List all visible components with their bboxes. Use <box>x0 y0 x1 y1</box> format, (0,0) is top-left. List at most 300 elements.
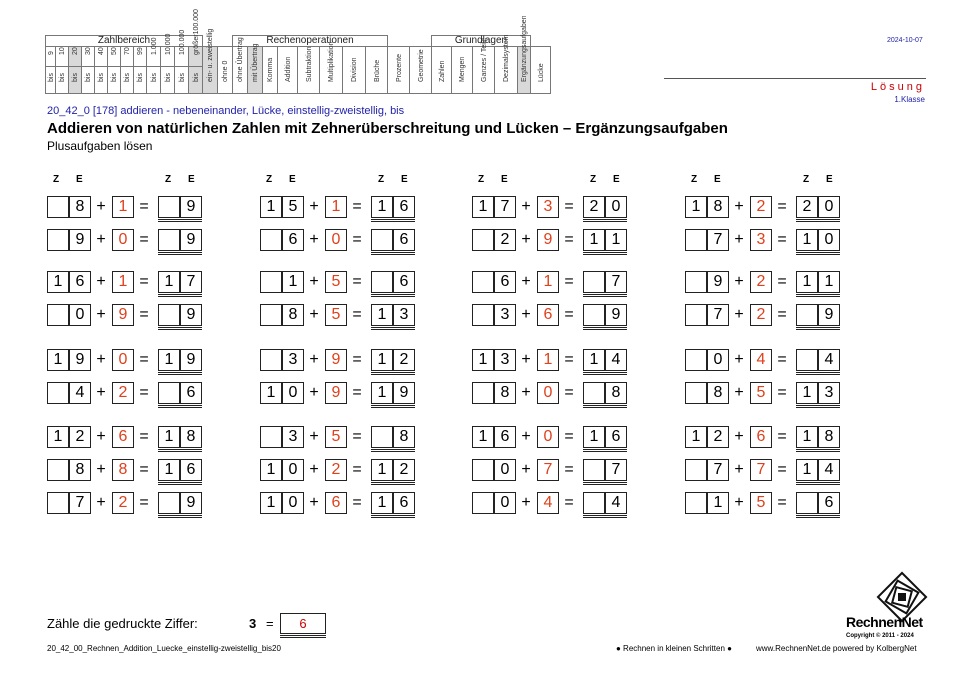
ones-box: 3 <box>282 426 304 448</box>
equation-row <box>260 196 460 218</box>
result-ones-box: 6 <box>180 459 202 481</box>
ze-header-z: Z <box>803 174 810 185</box>
plus-sign: + <box>309 384 319 401</box>
plus-sign: + <box>734 384 744 401</box>
result-double-underline <box>371 327 415 330</box>
header-col-9: Brüche <box>366 47 388 94</box>
zahlbereich-num-10: 100.000 <box>175 47 189 67</box>
ones-box: 8 <box>707 382 729 404</box>
ones-box: 2 <box>69 426 91 448</box>
plus-sign: + <box>734 428 744 445</box>
plus-sign: + <box>96 461 106 478</box>
result-double-underline <box>371 252 415 255</box>
plus-sign: + <box>309 461 319 478</box>
result-double-underline <box>796 252 840 255</box>
equals-sign: = <box>352 384 362 401</box>
zahlbereich-num-4: 40 <box>95 47 108 67</box>
ones-box: 0 <box>494 459 516 481</box>
result-tens-box <box>796 349 818 371</box>
plus-sign: + <box>521 461 531 478</box>
ones-box: 8 <box>69 459 91 481</box>
addend-box[interactable]: 4 <box>537 492 559 514</box>
plus-sign: + <box>734 351 744 368</box>
zahlbereich-bis-1: bis <box>56 67 69 94</box>
tens-box: 1 <box>260 492 282 514</box>
result-double-underline <box>796 294 840 297</box>
addend-box[interactable]: 2 <box>325 459 347 481</box>
equation-row <box>47 382 247 404</box>
plus-sign: + <box>521 351 531 368</box>
addend-box[interactable]: 2 <box>750 196 772 218</box>
ze-header-z: Z <box>266 174 273 185</box>
result-double-underline <box>583 219 627 222</box>
result-ones-box: 8 <box>605 382 627 404</box>
tens-box <box>685 382 707 404</box>
section-zahlbereich: Zahlbereich <box>46 36 203 47</box>
plus-sign: + <box>309 198 319 215</box>
tens-box <box>685 304 707 326</box>
ones-box: 0 <box>282 459 304 481</box>
addend-box[interactable]: 1 <box>325 196 347 218</box>
ze-header-e: E <box>613 174 620 185</box>
plus-sign: + <box>521 384 531 401</box>
plus-sign: + <box>309 351 319 368</box>
result-tens-box: 1 <box>796 271 818 293</box>
zahlbereich-bis-0: bis <box>46 67 56 94</box>
result-ones-box: 9 <box>818 304 840 326</box>
plus-sign: + <box>734 231 744 248</box>
header-col-1: ohne 0 <box>218 47 233 94</box>
tens-box <box>472 271 494 293</box>
equals-sign: = <box>352 351 362 368</box>
addend-box[interactable]: 3 <box>537 196 559 218</box>
plus-sign: + <box>309 494 319 511</box>
addend-box[interactable]: 5 <box>325 271 347 293</box>
result-tens-box <box>158 304 180 326</box>
plus-sign: + <box>734 306 744 323</box>
count-double-underline <box>280 635 326 638</box>
zahlbereich-num-11: größer100.000 <box>189 47 203 67</box>
addend-box[interactable]: 0 <box>537 382 559 404</box>
result-tens-box: 1 <box>796 459 818 481</box>
tens-box <box>47 459 69 481</box>
equation-row <box>472 304 672 326</box>
addend-box[interactable]: 0 <box>325 229 347 251</box>
date-label: 2024-10-07 <box>887 37 923 44</box>
ze-header-e: E <box>714 174 721 185</box>
result-ones-box: 9 <box>180 349 202 371</box>
addend-box[interactable]: 9 <box>537 229 559 251</box>
addend-box[interactable]: 4 <box>750 349 772 371</box>
tens-box <box>685 492 707 514</box>
page-subtitle: Plusaufgaben lösen <box>47 139 153 153</box>
equals-sign: = <box>564 231 574 248</box>
tens-box: 1 <box>260 459 282 481</box>
plus-sign: + <box>96 494 106 511</box>
ones-box: 6 <box>494 271 516 293</box>
ones-box: 3 <box>494 349 516 371</box>
tens-box <box>685 271 707 293</box>
addend-box[interactable]: 2 <box>750 304 772 326</box>
tens-box <box>472 382 494 404</box>
equals-sign: = <box>564 198 574 215</box>
equals-sign: = <box>139 198 149 215</box>
header-col-2: ohne Übertrag <box>233 47 248 94</box>
addend-box[interactable]: 9 <box>325 349 347 371</box>
zahlbereich-num-3: 30 <box>82 47 95 67</box>
plus-sign: + <box>96 273 106 290</box>
zahlbereich-bis-7: bis <box>134 67 147 94</box>
equals-sign: = <box>564 384 574 401</box>
result-tens-box <box>158 196 180 218</box>
result-ones-box: 7 <box>605 459 627 481</box>
header-col-4: Komma <box>263 47 278 94</box>
tens-box <box>47 382 69 404</box>
header-col-10: Prozente <box>388 47 410 94</box>
result-double-underline <box>371 372 415 375</box>
tens-box: 1 <box>47 349 69 371</box>
result-double-underline <box>583 515 627 518</box>
plus-sign: + <box>521 428 531 445</box>
result-tens-box <box>371 271 393 293</box>
ones-box: 1 <box>707 492 729 514</box>
exercise-column <box>260 174 460 511</box>
equation-row <box>47 271 247 293</box>
result-ones-box: 8 <box>393 426 415 448</box>
equation-row <box>685 459 885 481</box>
equation-row <box>260 426 460 448</box>
result-tens-box: 1 <box>583 349 605 371</box>
equals-sign: = <box>352 494 362 511</box>
equals-sign: = <box>352 231 362 248</box>
zahlbereich-bis-6: bis <box>121 67 134 94</box>
result-double-underline <box>796 449 840 452</box>
equation-row <box>685 196 885 218</box>
equals-sign: = <box>564 428 574 445</box>
divider-line <box>664 78 926 79</box>
result-ones-box: 6 <box>393 492 415 514</box>
tens-box <box>260 271 282 293</box>
tens-box <box>47 492 69 514</box>
ones-box: 1 <box>282 271 304 293</box>
footer-website: www.RechnenNet.de powered by KolbergNet <box>756 644 917 653</box>
result-double-underline <box>158 449 202 452</box>
equation-row <box>47 349 247 371</box>
plus-sign: + <box>309 428 319 445</box>
result-tens-box: 2 <box>796 196 818 218</box>
ze-header <box>472 174 672 190</box>
addend-box[interactable]: 0 <box>112 229 134 251</box>
equals-sign: = <box>777 461 787 478</box>
result-ones-box: 1 <box>818 271 840 293</box>
result-ones-box: 2 <box>393 349 415 371</box>
addend-box[interactable]: 5 <box>750 382 772 404</box>
result-tens-box <box>583 271 605 293</box>
logo-copyright: Copyright © 2011 - 2024 <box>846 633 914 639</box>
equation-row <box>472 349 672 371</box>
count-digit: 3 <box>249 616 257 631</box>
result-tens-box <box>796 492 818 514</box>
addend-box[interactable]: 7 <box>537 459 559 481</box>
header-col-12: Zahlen <box>432 47 452 94</box>
result-tens-box <box>371 229 393 251</box>
addend-box[interactable]: 1 <box>112 271 134 293</box>
equation-row <box>47 459 247 481</box>
result-double-underline <box>796 372 840 375</box>
addend-box[interactable]: 2 <box>112 492 134 514</box>
equation-row <box>472 492 672 514</box>
equals-sign: = <box>777 351 787 368</box>
zahlbereich-bis-11: bis <box>189 67 203 94</box>
result-ones-box: 8 <box>818 426 840 448</box>
equals-sign: = <box>777 428 787 445</box>
result-tens-box: 1 <box>371 492 393 514</box>
ones-box: 8 <box>69 196 91 218</box>
result-tens-box: 1 <box>158 271 180 293</box>
ones-box: 0 <box>494 492 516 514</box>
equals-sign: = <box>564 306 574 323</box>
result-tens-box: 1 <box>371 459 393 481</box>
equation-row <box>47 492 247 514</box>
equals-sign: = <box>139 351 149 368</box>
ze-header-e: E <box>826 174 833 185</box>
addend-box[interactable]: 2 <box>750 271 772 293</box>
equation-row <box>260 271 460 293</box>
tens-box: 1 <box>260 382 282 404</box>
addend-box[interactable]: 6 <box>325 492 347 514</box>
result-tens-box: 1 <box>796 426 818 448</box>
result-ones-box: 6 <box>393 196 415 218</box>
result-ones-box: 6 <box>605 426 627 448</box>
addend-box[interactable]: 1 <box>112 196 134 218</box>
equals-sign: = <box>139 384 149 401</box>
result-ones-box: 1 <box>605 229 627 251</box>
result-ones-box: 9 <box>180 304 202 326</box>
addend-box[interactable]: 6 <box>750 426 772 448</box>
result-tens-box: 1 <box>158 426 180 448</box>
exercise-column <box>685 174 885 511</box>
tens-box: 1 <box>472 196 494 218</box>
equation-row <box>472 271 672 293</box>
result-double-underline <box>371 482 415 485</box>
equals-sign: = <box>777 198 787 215</box>
addend-box[interactable]: 3 <box>750 229 772 251</box>
addend-box[interactable]: 6 <box>112 426 134 448</box>
result-tens-box: 1 <box>583 426 605 448</box>
equation-row <box>472 382 672 404</box>
addend-box[interactable]: 2 <box>112 382 134 404</box>
addend-box[interactable]: 1 <box>537 271 559 293</box>
ze-header-e: E <box>188 174 195 185</box>
plus-sign: + <box>734 198 744 215</box>
result-tens-box <box>158 492 180 514</box>
equation-row <box>260 492 460 514</box>
count-answer-field[interactable]: 6 <box>280 613 326 634</box>
zahlbereich-num-0: 9 <box>46 47 56 67</box>
exercise-column <box>472 174 672 511</box>
result-tens-box: 1 <box>796 229 818 251</box>
header-col-15: Dezimalsystem <box>495 47 518 94</box>
equals-sign: = <box>777 494 787 511</box>
equation-row <box>685 304 885 326</box>
result-double-underline <box>371 449 415 452</box>
result-tens-box: 1 <box>583 229 605 251</box>
equals-sign: = <box>139 306 149 323</box>
plus-sign: + <box>96 428 106 445</box>
ones-box: 7 <box>494 196 516 218</box>
equation-row <box>47 229 247 251</box>
tens-box: 1 <box>472 426 494 448</box>
result-double-underline <box>583 252 627 255</box>
zahlbereich-num-8: 1.000 <box>147 47 161 67</box>
tens-box <box>472 304 494 326</box>
result-double-underline <box>371 219 415 222</box>
equation-row <box>472 459 672 481</box>
equals-sign: = <box>139 461 149 478</box>
equals-sign: = <box>352 428 362 445</box>
header-col-6: Subtraktion <box>298 47 320 94</box>
equation-row <box>685 229 885 251</box>
equals-sign: = <box>777 306 787 323</box>
equals-sign: = <box>139 231 149 248</box>
equals-sign: = <box>564 461 574 478</box>
equals-sign: = <box>564 351 574 368</box>
equals-sign: = <box>564 494 574 511</box>
result-ones-box: 7 <box>605 271 627 293</box>
addend-box[interactable]: 6 <box>537 304 559 326</box>
result-double-underline <box>371 515 415 518</box>
result-double-underline <box>796 515 840 518</box>
addend-box[interactable]: 8 <box>112 459 134 481</box>
addend-box[interactable]: 5 <box>750 492 772 514</box>
result-double-underline <box>796 219 840 222</box>
equation-row <box>47 426 247 448</box>
plus-sign: + <box>521 494 531 511</box>
addend-box[interactable]: 1 <box>537 349 559 371</box>
tens-box <box>472 492 494 514</box>
result-double-underline <box>158 405 202 408</box>
zahlbereich-bis-3: bis <box>82 67 95 94</box>
tens-box: 1 <box>260 196 282 218</box>
tens-box: 1 <box>47 271 69 293</box>
ones-box: 5 <box>282 196 304 218</box>
result-ones-box: 9 <box>180 229 202 251</box>
zahlbereich-bis-9: bis <box>161 67 175 94</box>
equation-row <box>685 426 885 448</box>
rechnennet-logo-icon <box>846 575 926 617</box>
plus-sign: + <box>521 231 531 248</box>
ze-header-e: E <box>401 174 408 185</box>
equals-sign: = <box>777 384 787 401</box>
footer-slogan: ● Rechnen in kleinen Schritten ● <box>616 644 732 653</box>
plus-sign: + <box>734 273 744 290</box>
result-ones-box: 6 <box>393 271 415 293</box>
ones-box: 9 <box>69 349 91 371</box>
plus-sign: + <box>309 273 319 290</box>
result-ones-box: 9 <box>180 196 202 218</box>
ze-header <box>260 174 460 190</box>
addend-box[interactable]: 5 <box>325 426 347 448</box>
result-ones-box: 6 <box>393 229 415 251</box>
header-col-11: Geometrie <box>410 47 432 94</box>
result-tens-box: 1 <box>796 382 818 404</box>
equation-row <box>260 382 460 404</box>
zahlbereich-bis-10: bis <box>175 67 189 94</box>
result-double-underline <box>583 482 627 485</box>
addend-box[interactable]: 5 <box>325 304 347 326</box>
result-double-underline <box>583 405 627 408</box>
tens-box <box>685 229 707 251</box>
result-tens-box: 1 <box>371 304 393 326</box>
result-ones-box: 6 <box>818 492 840 514</box>
result-double-underline <box>158 482 202 485</box>
equation-row <box>260 459 460 481</box>
ones-box: 7 <box>707 304 729 326</box>
result-ones-box: 3 <box>818 382 840 404</box>
result-tens-box <box>796 304 818 326</box>
header-col-16: Ergänzungsaufgaben <box>518 47 531 94</box>
tens-box <box>260 304 282 326</box>
plus-sign: + <box>521 198 531 215</box>
result-tens-box <box>158 229 180 251</box>
ones-box: 9 <box>69 229 91 251</box>
equation-row <box>47 304 247 326</box>
ze-header-z: Z <box>478 174 485 185</box>
zahlbereich-num-6: 70 <box>121 47 134 67</box>
ones-box: 7 <box>69 492 91 514</box>
zahlbereich-bis-5: bis <box>108 67 121 94</box>
header-col-17: Lücke <box>531 47 551 94</box>
result-double-underline <box>583 372 627 375</box>
equals-sign: = <box>352 273 362 290</box>
ones-box: 2 <box>494 229 516 251</box>
result-tens-box: 1 <box>371 349 393 371</box>
equals-sign: = <box>352 198 362 215</box>
addend-box[interactable]: 9 <box>325 382 347 404</box>
tens-box <box>260 349 282 371</box>
equation-row <box>472 229 672 251</box>
ze-header-z: Z <box>165 174 172 185</box>
tens-box <box>47 229 69 251</box>
addend-box[interactable]: 9 <box>112 304 134 326</box>
header-col-3: mit Übertrag <box>248 47 263 94</box>
ones-box: 7 <box>707 459 729 481</box>
addend-box[interactable]: 0 <box>537 426 559 448</box>
result-ones-box: 2 <box>393 459 415 481</box>
equation-row <box>47 196 247 218</box>
result-double-underline <box>371 294 415 297</box>
result-double-underline <box>796 405 840 408</box>
count-label: Zähle die gedruckte Ziffer: <box>47 616 198 631</box>
equals-sign: = <box>352 306 362 323</box>
addend-box[interactable]: 7 <box>750 459 772 481</box>
addend-box[interactable]: 0 <box>112 349 134 371</box>
header-col-0: ein- u. zweistellig <box>203 47 218 94</box>
category-header-table <box>45 9 551 94</box>
plus-sign: + <box>96 384 106 401</box>
tens-box <box>47 196 69 218</box>
zahlbereich-num-9: 10.000 <box>161 47 175 67</box>
count-equals: = <box>266 616 274 631</box>
tens-box <box>47 304 69 326</box>
equation-row <box>472 426 672 448</box>
ones-box: 7 <box>707 229 729 251</box>
result-tens-box <box>158 382 180 404</box>
ones-box: 8 <box>494 382 516 404</box>
ones-box: 0 <box>282 382 304 404</box>
tens-box <box>685 349 707 371</box>
ze-header <box>685 174 885 190</box>
